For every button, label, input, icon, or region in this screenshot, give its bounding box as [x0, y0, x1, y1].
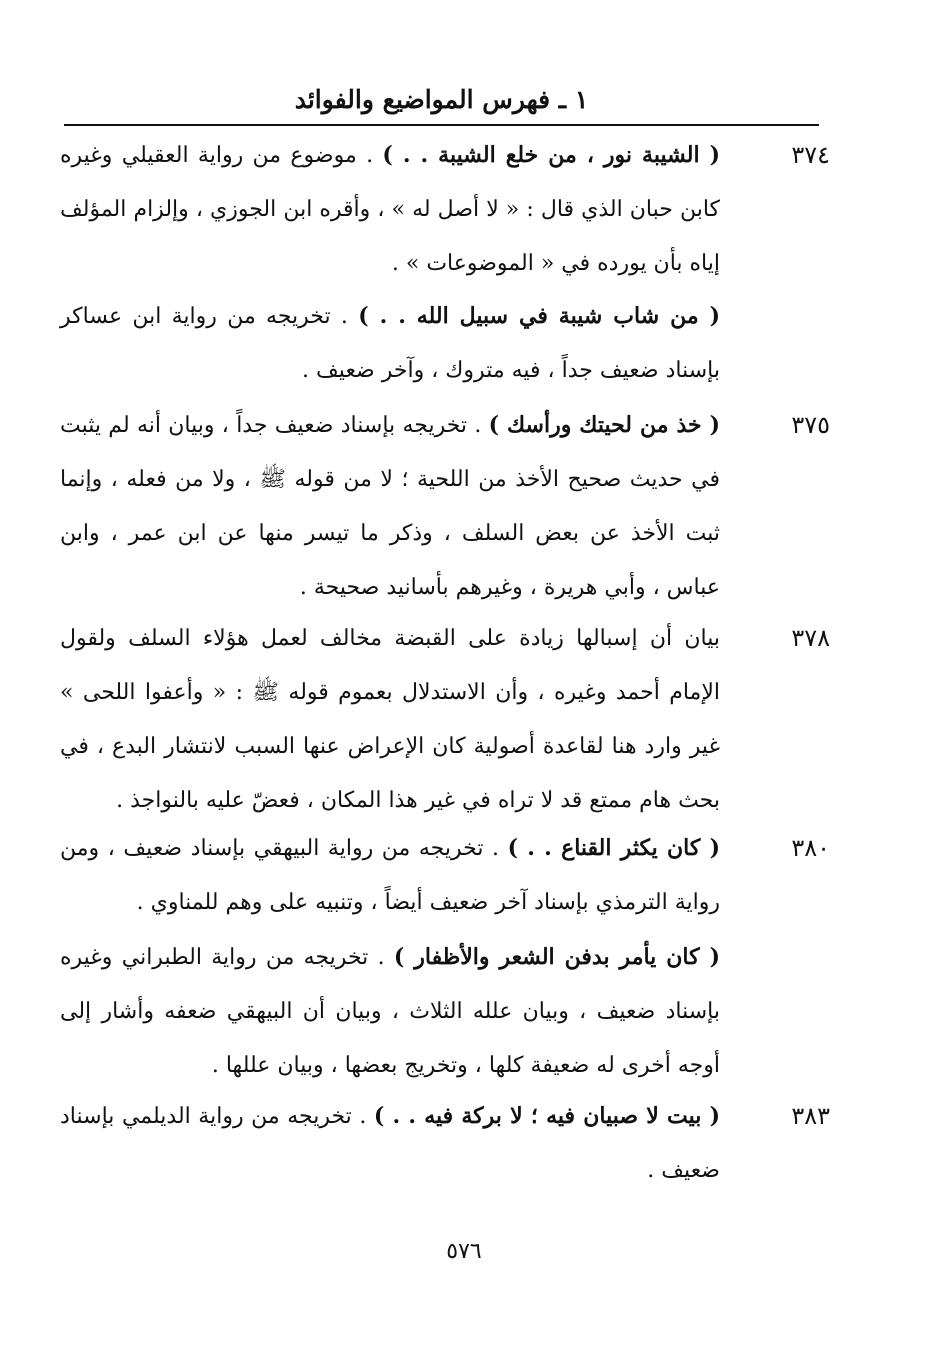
entry-text: [60, 611, 720, 828]
entry-text: [60, 1089, 720, 1198]
entry-text: [60, 398, 720, 615]
entry-description: . تخريجه من رواية الطبراني وغيره بإسناد ضعيف ، وبيان علله الثلاث ، وبيان أن البيهقي ضعفه وأشار إلى أوجه أخرى له ضعيفة كلها ، وتخريج بعضها ، وبيان عللها .: [60, 945, 720, 1078]
entry-hadith-title: ( من شاب شيبة في سبيل الله . . ): [358, 303, 720, 329]
entry-page-number: ٣٧٥: [791, 411, 830, 439]
entry-hadith-title: ( كان يأمر بدفن الشعر والأظفار ): [393, 944, 720, 970]
entry-page-number: ٣٧٨: [791, 624, 830, 652]
entry-description: . موضوع من رواية العقيلي وغيره كابن حبان الذي قال : « لا أصل له » ، وأقره ابن الجوزي ، وإلزام المؤلف إياه بأن يورده في « الموضوعات » .: [60, 143, 720, 276]
entry-page-number: ٣٨٠: [791, 834, 830, 862]
entry-text: [60, 930, 720, 1093]
entry-hadith-title: ( بيت لا صبيان فيه ؛ لا بركة فيه . . ): [373, 1103, 720, 1129]
entry-description: . تخريجه من رواية البيهقي بإسناد ضعيف ، ومن رواية الترمذي بإسناد آخر ضعيف أيضاً ، وتنبيه على وهم للمناوي .: [60, 836, 720, 915]
running-head: ١ ـ فهرس المواضيع والفوائد: [294, 85, 589, 114]
entry-text: [60, 821, 720, 930]
header-rule: [64, 124, 819, 126]
entry-text: [60, 289, 720, 398]
entry-text: [60, 128, 720, 291]
entry-page-number: ٣٧٤: [791, 141, 830, 169]
entry-description: . تخريجه من رواية الديلمي بإسناد ضعيف .: [60, 1104, 720, 1183]
entry-hadith-title: ( كان يكثر القناع . . ): [507, 835, 721, 861]
entry-description: بيان أن إسبالها زيادة على القبضة مخالف لعمل هؤلاء السلف ولقول الإمام أحمد وغيره ، وأن الاستدلال بعموم قوله ﷺ : « وأعفوا اللحى » غير وارد هنا لقاعدة أصولية كان الإعراض عنها السبب لانتشار البدع ، في بحث هام ممتع قد لا تراه في غير هذا المكان ، فعضّ عليه بالنواجذ .: [60, 626, 720, 813]
entry-page-number: ٣٨٣: [791, 1102, 830, 1130]
page-number: ٥٧٦: [446, 1239, 482, 1264]
entry-description: . تخريجه بإسناد ضعيف جداً ، وبيان أنه لم يثبت في حديث صحيح الأخذ من اللحية ؛ لا من قوله ﷺ ، ولا من فعله ، وإنما ثبت الأخذ عن بعض السلف ، وذكر ما تيسر منها عن ابن عمر ، وابن عباس ، وأبي هريرة ، وغيرهم بأسانيد صحيحة .: [60, 413, 720, 600]
entry-hadith-title: ( الشيبة نور ، من خلع الشيبة . . ): [382, 142, 720, 168]
entry-hadith-title: ( خذ من لحيتك ورأسك ): [488, 412, 720, 438]
entry-description: . تخريجه من رواية ابن عساكر بإسناد ضعيف جداً ، فيه متروك ، وآخر ضعيف .: [60, 304, 720, 383]
